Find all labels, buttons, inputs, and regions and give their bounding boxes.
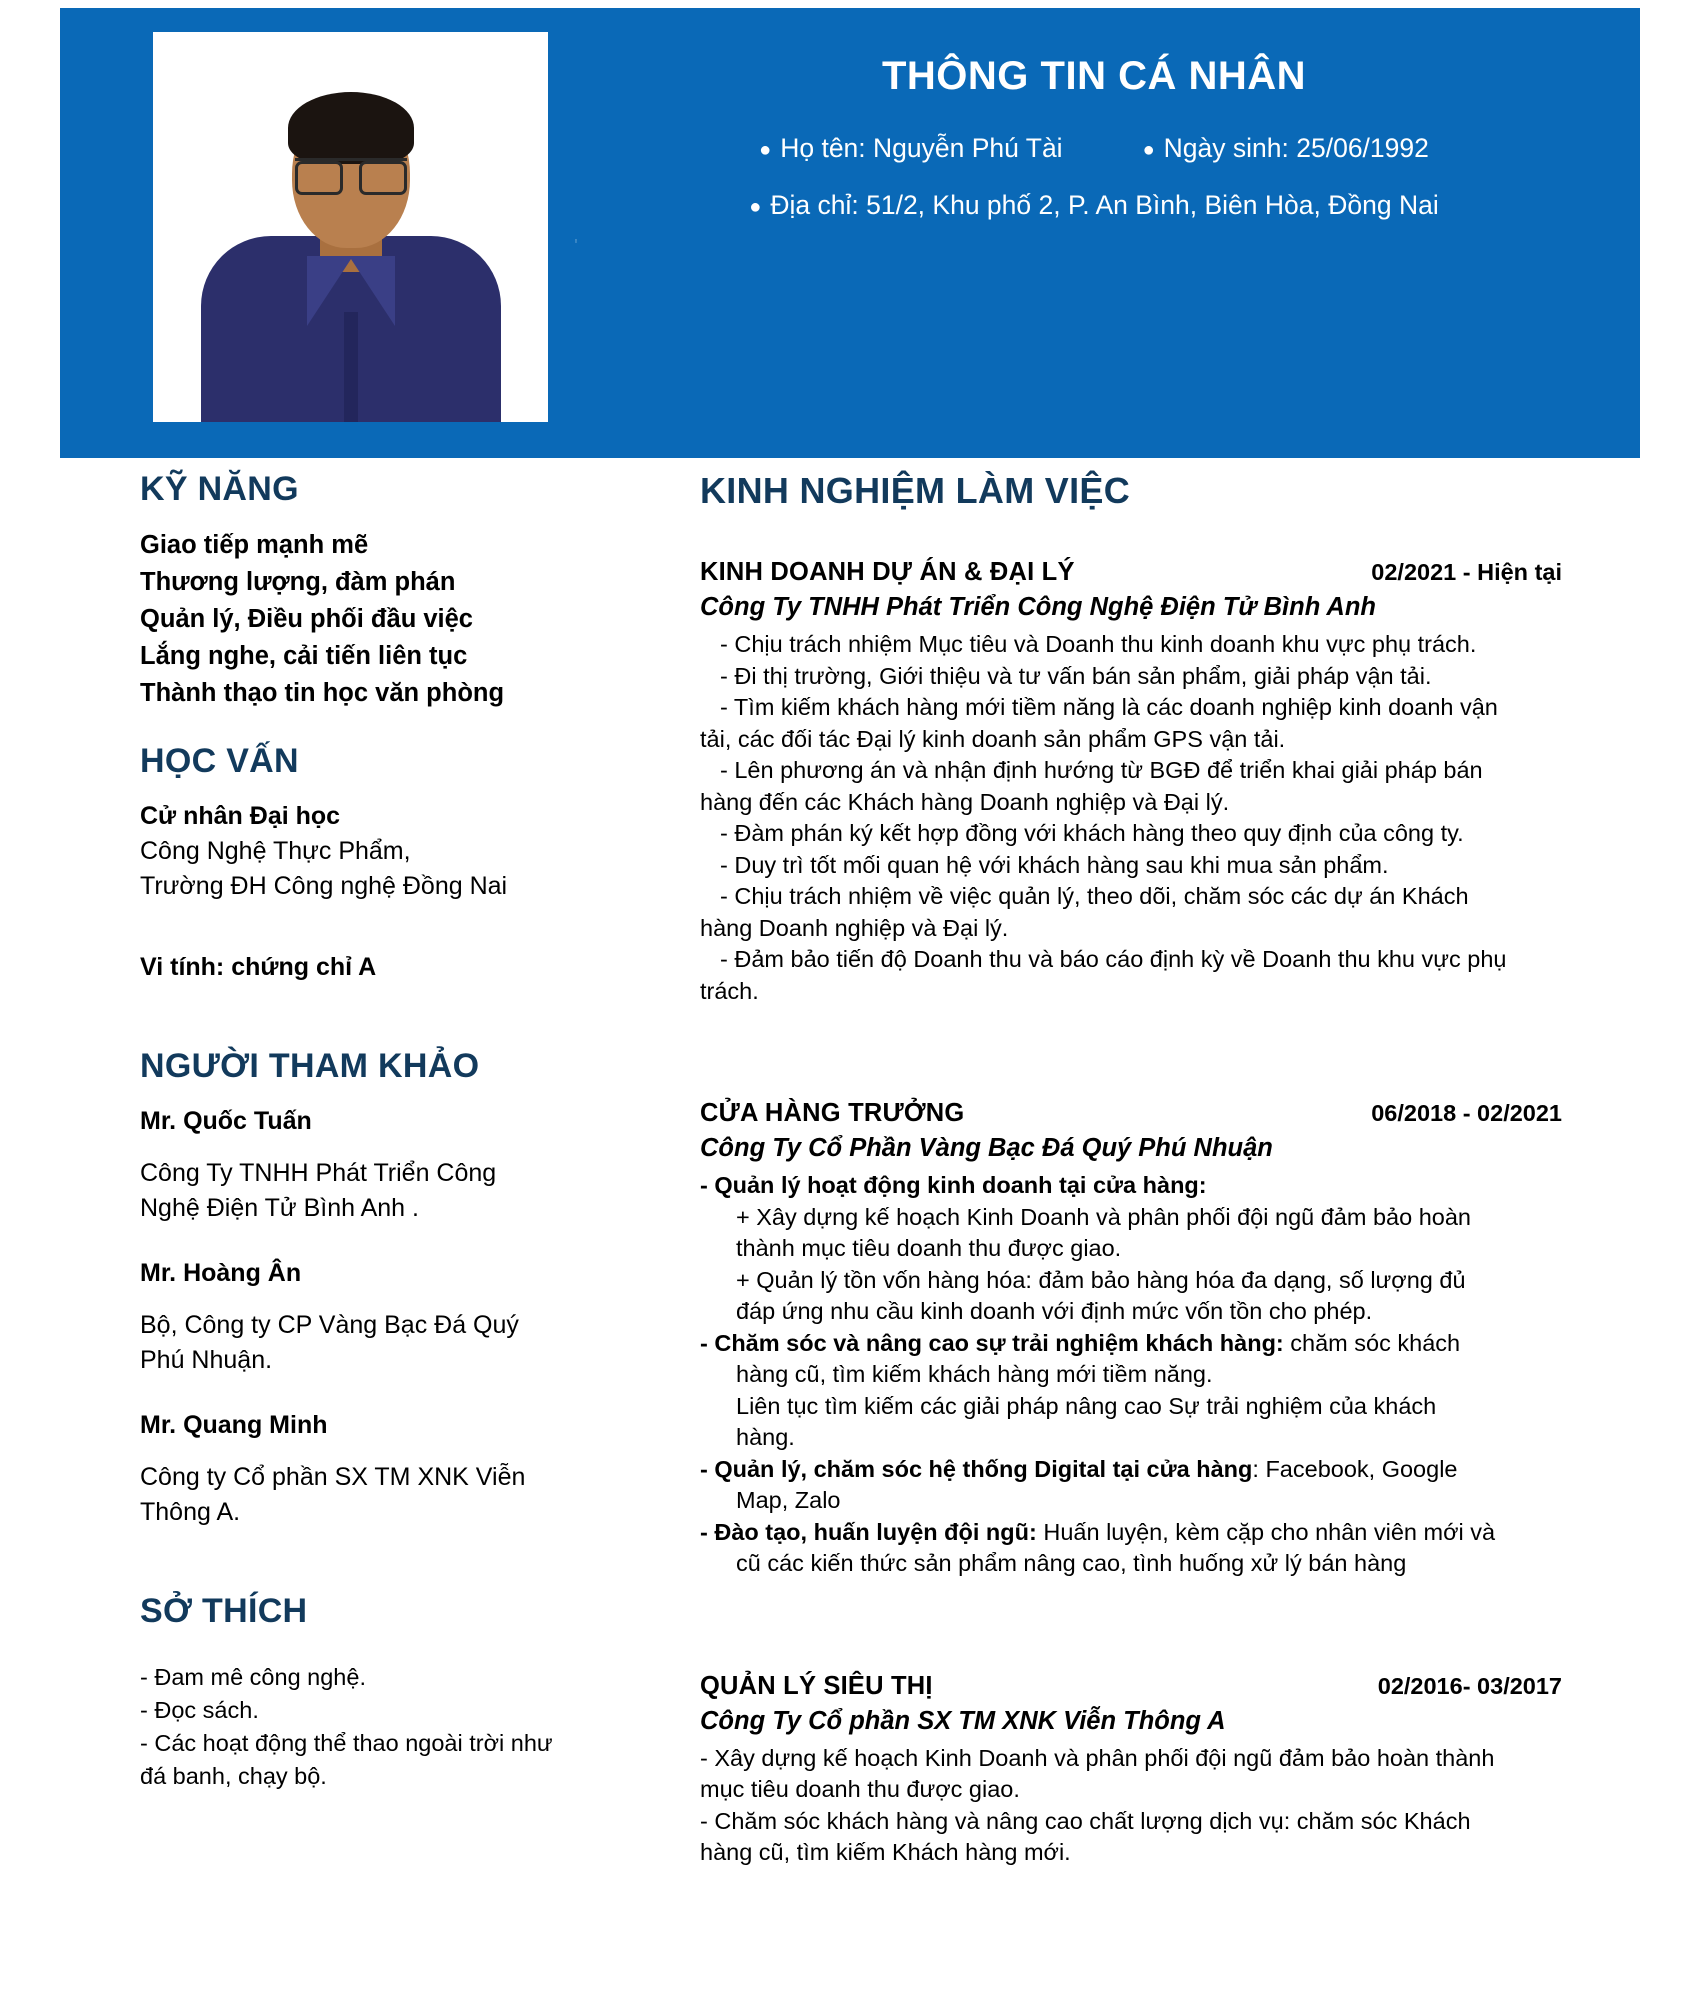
bullet-line: - Đi thị trường, Giới thiệu và tư vấn bán sản phẩm, giải pháp vận tải. [720, 662, 1432, 689]
photo-shirt-placket [344, 312, 358, 422]
skills-list [140, 527, 570, 712]
spacer [140, 1631, 570, 1661]
page-title: THÔNG TIN CÁ NHÂN [881, 54, 1307, 98]
list-item: Thương lượng, đàm phán [140, 568, 456, 596]
list-item: - Các hoạt động thể thao ngoài trời như [140, 1730, 553, 1756]
bullet-plain-text: : Facebook, Google [1252, 1455, 1458, 1482]
bullet-line: hàng. [736, 1424, 795, 1450]
reference-entry [140, 1104, 570, 1226]
spacer [140, 1226, 570, 1256]
bullet-line: - Lên phương án và nhận định hướng từ BGĐ để triển khai giải pháp bán [720, 757, 1483, 783]
photo-hair [288, 92, 414, 164]
header-row-2 [548, 190, 1640, 221]
education-certificate: Vi tính: chứng chỉ A [140, 953, 377, 981]
bullet-line: - Chăm sóc khách hàng và nâng cao chất lượng dịch vụ: chăm sóc Khách [700, 1807, 1471, 1834]
bullet-line: tải, các đối tác Đại lý kinh doanh sản phẩm GPS vận tải. [700, 725, 1286, 752]
job-role: QUẢN LÝ SIÊU THỊ [700, 1671, 933, 1700]
reference-org-line: Thông A. [140, 1498, 241, 1526]
bullet-line [700, 1328, 1580, 1360]
bullet-line: - Đàm phán ký kết hợp đồng với khách hàng theo quy định của công ty. [720, 820, 1464, 846]
section-title-education: HỌC VẤN [140, 742, 299, 780]
bullet-icon: ● [1142, 138, 1155, 161]
spacer [700, 512, 1580, 558]
job-bullet-list [700, 1743, 1580, 1869]
bullet-line [700, 1517, 1580, 1549]
reference-name: Mr. Quốc Tuấn [140, 1107, 312, 1135]
bullet-bold-text: - Quản lý, chăm sóc hệ thống Digital tại cửa hàng [700, 1455, 1253, 1482]
job-header [700, 1099, 1580, 1128]
section-title-hobbies: SỞ THÍCH [140, 1592, 308, 1630]
spacer [140, 904, 570, 950]
education-degree: Cử nhân Đại học [140, 802, 341, 830]
bullet-plain-text: Huấn luyện, kèm cặp cho nhân viên mới và [1036, 1518, 1496, 1545]
reference-org-line: Công ty Cổ phần SX TM XNK Viễn [140, 1463, 526, 1491]
job-bullet-list [700, 1170, 1580, 1580]
bullet-line: - Đảm bảo tiến độ Doanh thu và báo cáo định kỳ về Doanh thu khu vực phụ [720, 946, 1507, 972]
job-bullet-list [700, 629, 1580, 1007]
section-title-experience: KINH NGHIỆM LÀM VIỆC [700, 470, 1131, 511]
spacer [700, 1007, 1580, 1069]
bullet-line [700, 1454, 1580, 1486]
bullet-bold-text: - Đào tạo, huấn luyện đội ngũ: [700, 1518, 1037, 1545]
job-company: Công Ty Cổ phần SX TM XNK Viễn Thông A [700, 1706, 1226, 1735]
bullet-line: - Chịu trách nhiệm về việc quản lý, theo dõi, chăm sóc các dự án Khách [720, 883, 1469, 909]
header-text-block [548, 8, 1640, 256]
glasses-icon [295, 158, 407, 191]
full-name-text: Họ tên: Nguyễn Phú Tài [780, 133, 1063, 163]
experience-entry [700, 1099, 1580, 1580]
section-title-references: NGƯỜI THAM KHẢO [140, 1047, 480, 1085]
hobbies-list [140, 1661, 570, 1793]
education-block [140, 799, 570, 904]
address-text: Địa chỉ: 51/2, Khu phố 2, P. An Bình, Biên Hòa, Đồng Nai [770, 190, 1439, 220]
spacer [140, 712, 570, 742]
bullet-line: thành mục tiêu doanh thu được giao. [736, 1235, 1122, 1261]
bullet-line: Map, Zalo [736, 1487, 841, 1513]
list-item: - Đam mê công nghệ. [140, 1664, 366, 1690]
spacer [140, 1086, 570, 1104]
bullet-line: mục tiêu doanh thu được giao. [700, 1776, 1020, 1802]
spacer [140, 1442, 570, 1460]
reference-org-line: Công Ty TNHH Phát Triển Công [140, 1159, 497, 1187]
header-row-1 [548, 133, 1640, 164]
spacer [140, 1290, 570, 1308]
bullet-line: - Xây dựng kế hoạch Kinh Doanh và phân phối đội ngũ đảm bảo hoàn thành [700, 1744, 1495, 1771]
bullet-line: đáp ứng nhu cầu kinh doanh với định mức vốn tồn cho phép. [736, 1298, 1373, 1324]
list-item: Thành thạo tin học văn phòng [140, 679, 505, 707]
spacer [140, 1378, 570, 1408]
education-major: Công Nghệ Thực Phẩm, [140, 837, 411, 865]
reference-org-line: Phú Nhuận. [140, 1346, 273, 1374]
section-title-skills: KỸ NĂNG [140, 470, 299, 508]
bullet-line: hàng cũ, tìm kiếm Khách hàng mới. [700, 1839, 1071, 1865]
bullet-line: trách. [700, 977, 759, 1004]
experience-column [700, 470, 1580, 1869]
reference-name: Mr. Quang Minh [140, 1411, 328, 1439]
photo-collar-left [307, 256, 353, 326]
job-date: 02/2021 - Hiện tại [1371, 559, 1562, 585]
bullet-line: hàng Doanh nghiệp và Đại lý. [700, 914, 1009, 941]
bullet-line: - Duy trì tốt mối quan hệ với khách hàng sau khi mua sản phẩm. [720, 851, 1389, 878]
bullet-bold-text: - Quản lý hoạt động kinh doanh tại cửa hàng: [700, 1172, 1207, 1198]
job-company: Công Ty Cổ Phần Vàng Bạc Đá Quý Phú Nhuận [700, 1134, 1273, 1162]
dob-field [1143, 133, 1429, 164]
full-name-field [759, 133, 1062, 164]
spacer [140, 985, 570, 1047]
dob-text: Ngày sinh: 25/06/1992 [1163, 133, 1429, 163]
bullet-icon: ● [759, 138, 772, 161]
header-artifact-2: ' [574, 236, 578, 256]
bullet-line: + Xây dựng kế hoạch Kinh Doanh và phân phối đội ngũ đảm bảo hoàn [736, 1203, 1471, 1230]
spacer [700, 1069, 1580, 1099]
address-field [749, 190, 1438, 221]
bullet-line [700, 1170, 1580, 1202]
spacer [140, 1530, 570, 1592]
personal-info-header [60, 8, 1640, 458]
header-artifact-1 [598, 186, 658, 198]
photo-collar-right [349, 256, 395, 326]
list-item: đá banh, chạy bộ. [140, 1763, 327, 1789]
job-header [700, 558, 1580, 587]
list-item: Quản lý, Điều phối đầu việc [140, 605, 473, 633]
job-date: 02/2016- 03/2017 [1377, 1672, 1562, 1699]
spacer [140, 781, 570, 799]
list-item: Lắng nghe, cải tiến liên tục [140, 642, 468, 670]
bullet-line: - Chịu trách nhiệm Mục tiêu và Doanh thu kinh doanh khu vực phụ trách. [720, 631, 1477, 657]
spacer [140, 1138, 570, 1156]
reference-org-line: Bộ, Công ty CP Vàng Bạc Đá Quý [140, 1311, 519, 1339]
job-header [700, 1672, 1580, 1701]
bullet-plain-text: chăm sóc khách [1283, 1329, 1461, 1356]
reference-name: Mr. Hoàng Ân [140, 1259, 302, 1287]
spacer [700, 1580, 1580, 1642]
reference-entry [140, 1408, 570, 1530]
job-date: 06/2018 - 02/2021 [1371, 1100, 1562, 1126]
job-role: KINH DOANH DỰ ÁN & ĐẠI LÝ [700, 558, 1075, 586]
spacer [140, 509, 570, 527]
bullet-icon: ● [749, 195, 762, 218]
bullet-line: hàng cũ, tìm kiếm khách hàng mới tiềm năng. [736, 1361, 1213, 1387]
list-item: Giao tiếp mạnh mẽ [140, 531, 369, 559]
experience-entry [700, 1672, 1580, 1869]
sidebar [140, 470, 570, 1793]
bullet-line: - Tìm kiếm khách hàng mới tiềm năng là các doanh nghiệp kinh doanh vận [720, 694, 1498, 720]
bullet-line: hàng đến các Khách hàng Doanh nghiệp và Đại lý. [700, 788, 1230, 815]
profile-photo [153, 32, 548, 422]
experience-entry [700, 558, 1580, 1007]
bullet-line: + Quản lý tồn vốn hàng hóa: đảm bảo hàng hóa đa dạng, số lượng đủ [736, 1266, 1466, 1293]
spacer [700, 1642, 1580, 1672]
list-item: - Đọc sách. [140, 1697, 259, 1723]
reference-org-line: Nghệ Điện Tử Bình Anh . [140, 1194, 419, 1222]
bullet-line: cũ các kiến thức sản phẩm nâng cao, tình huống xử lý bán hàng [736, 1550, 1407, 1576]
bullet-line: Liên tục tìm kiếm các giải pháp nâng cao Sự trải nghiệm của khách [736, 1392, 1437, 1419]
job-company: Công Ty TNHH Phát Triển Công Nghệ Điện Tử Bình Anh [700, 593, 1376, 621]
reference-entry [140, 1256, 570, 1378]
bullet-bold-text: - Chăm sóc và nâng cao sự trải nghiệm khách hàng: [700, 1329, 1284, 1356]
job-role: CỬA HÀNG TRƯỞNG [700, 1099, 965, 1127]
education-school: Trường ĐH Công nghệ Đồng Nai [140, 872, 508, 900]
